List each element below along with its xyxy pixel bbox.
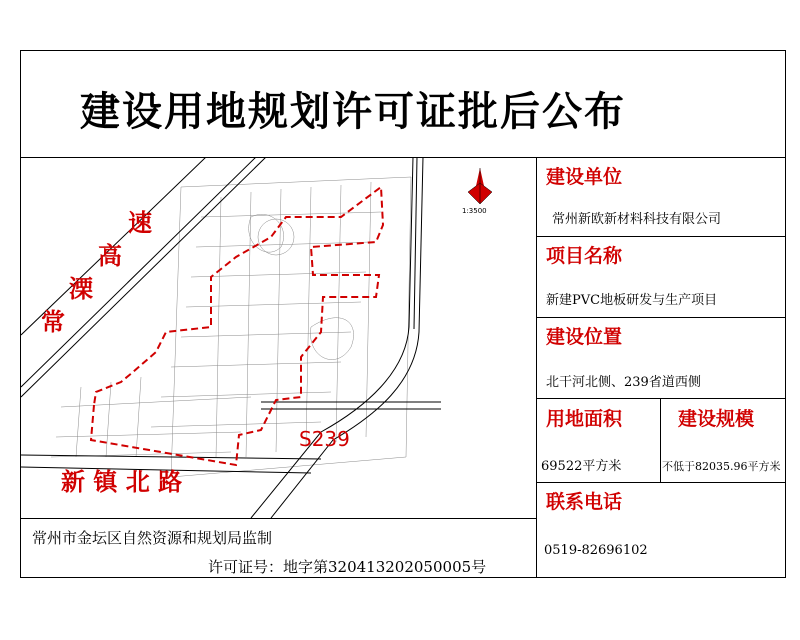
map-road-highway-4: 速 (128, 209, 152, 237)
area-value: 69522平方米 (541, 459, 622, 474)
map-road-north: 新 镇 北 路 (61, 468, 183, 496)
area-label: 用地面积 (546, 408, 623, 430)
row-line (536, 317, 786, 318)
row-line (536, 398, 786, 399)
project-value: 新建PVC地板研发与生产项目 (546, 293, 718, 308)
map-road-highway-2: 溧 (69, 275, 93, 303)
unit-label: 建设单位 (546, 166, 623, 188)
location-label: 建设位置 (546, 326, 623, 348)
s239-road-lines (251, 157, 441, 518)
scale-value: 不低于82035.96平方米 (662, 460, 781, 473)
scale-label: 建设规模 (678, 408, 755, 430)
phone-label: 联系电话 (546, 491, 623, 513)
row-line (536, 482, 786, 483)
map-road-highway-1: 常 (41, 308, 65, 336)
expressway-lines (21, 157, 266, 397)
north-arrow-icon (465, 168, 495, 204)
map-right-divider (536, 157, 537, 578)
site-plan-map (21, 157, 536, 518)
permit-number: 许可证号：地字第320413202050005号 (208, 558, 487, 576)
footer-divider (20, 518, 536, 519)
col-line (660, 398, 661, 482)
location-value: 北干河北侧、239省道西侧 (546, 375, 701, 390)
authority-text: 常州市金坛区自然资源和规划局监制 (32, 529, 273, 547)
parcel-lines (51, 177, 411, 477)
project-label: 项目名称 (546, 245, 623, 267)
notice-title: 建设用地规划许可证批后公布 (80, 88, 626, 135)
map-road-highway-3: 高 (98, 242, 122, 270)
map-road-s239: S239 (299, 427, 350, 451)
unit-value: 常州新欧新材料科技有限公司 (552, 212, 722, 227)
map-scale-text: 1:3500 (462, 207, 487, 215)
phone-value: 0519-82696102 (544, 543, 648, 558)
row-line (536, 236, 786, 237)
